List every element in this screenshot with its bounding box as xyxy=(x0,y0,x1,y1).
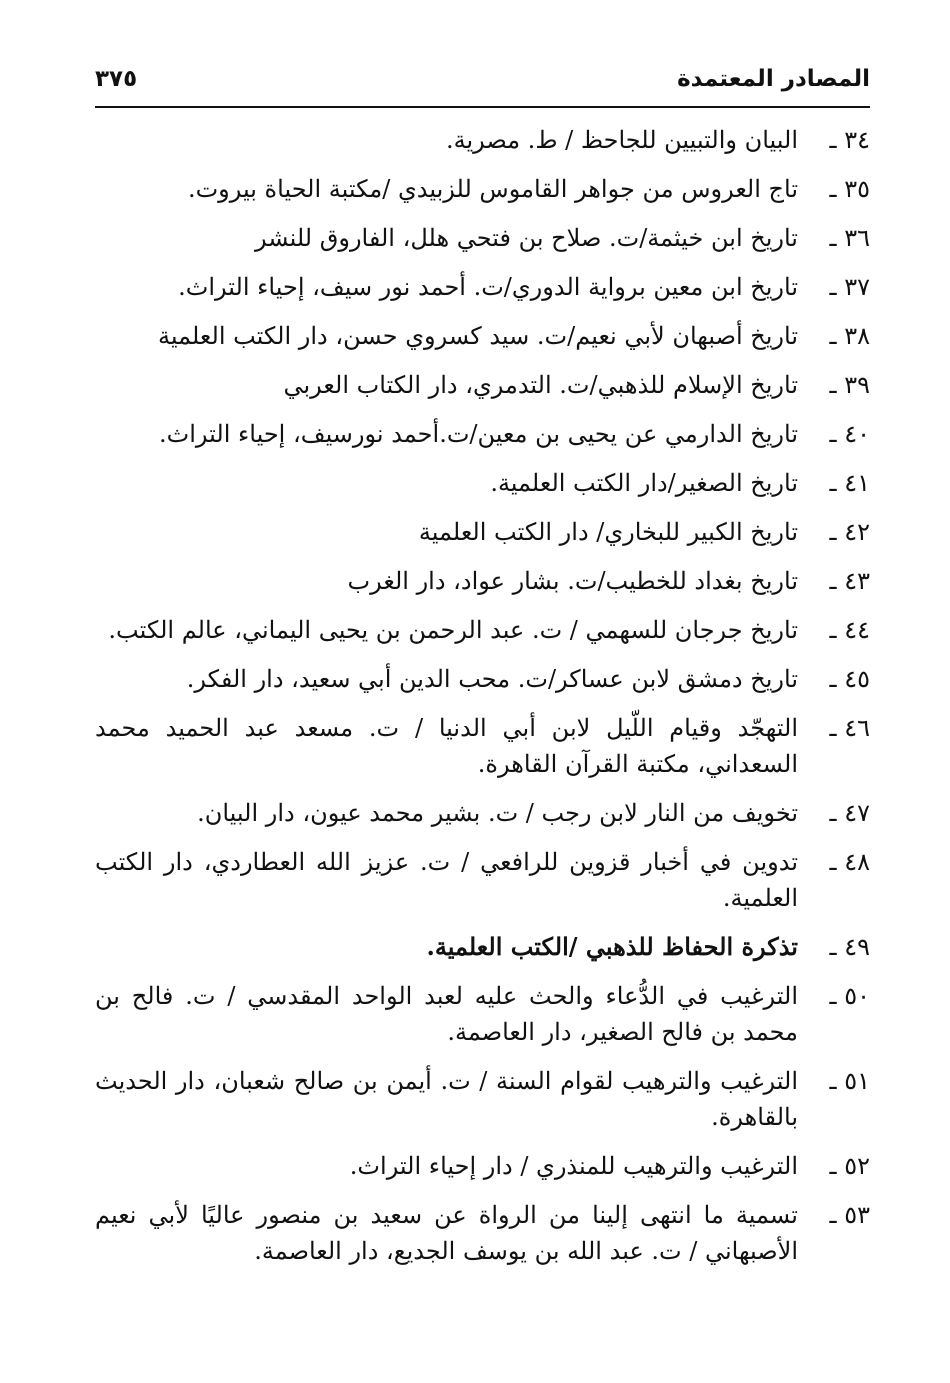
bibliography-entry xyxy=(95,122,870,158)
entry-text: تاريخ ابن خيثمة/ت. صلاح بن فتحي هلل، الفاروق للنشر xyxy=(254,224,798,252)
bibliography-list xyxy=(95,122,870,1282)
entry-text: تاريخ الكبير للبخاري/ دار الكتب العلمية xyxy=(418,518,798,546)
bibliography-entry xyxy=(95,929,870,965)
entry-text: تاريخ بغداد للخطيب/ت. بشار عواد، دار الغرب xyxy=(347,567,798,595)
header-divider xyxy=(95,106,870,108)
entry-text: الترغيب في الدُّعاء والحث عليه لعبد الواحد المقدسي / ت. فالح بن محمد بن فالح الصغير، دار العاصمة. xyxy=(95,982,799,1046)
entry-number: ٤٦ ـ xyxy=(829,714,870,742)
entry-number: ٥١ ـ xyxy=(829,1067,870,1095)
entry-number: ٤١ ـ xyxy=(829,469,870,497)
bibliography-entry xyxy=(95,318,870,354)
bibliography-entry xyxy=(95,661,870,697)
entry-number: ٤٥ ـ xyxy=(829,665,870,693)
entry-text: تسمية ما انتهى إلينا من الرواة عن سعيد بن منصور عاليًا لأبي نعيم الأصبهاني / ت. عبد الله بن يوسف الجديع، دار العاصمة. xyxy=(95,1201,798,1265)
entry-number: ٥٠ ـ xyxy=(829,982,870,1010)
entry-number: ٣٨ ـ xyxy=(829,322,870,350)
entry-text: التهجّد وقيام اللّيل لابن أبي الدنيا / ت. مسعد عبد الحميد محمد السعداني، مكتبة القرآن القاهرة. xyxy=(95,714,798,778)
entry-text: تاريخ الصغير/دار الكتب العلمية. xyxy=(490,469,798,497)
page-header xyxy=(95,62,870,102)
entry-text: البيان والتبيين للجاحظ / ط. مصرية. xyxy=(445,126,798,154)
bibliography-entry xyxy=(95,269,870,305)
entry-text: الترغيب والترهيب لقوام السنة / ت. أيمن بن صالح شعبان، دار الحديث بالقاهرة. xyxy=(95,1067,798,1131)
entry-number: ٥٣ ـ xyxy=(829,1201,870,1229)
bibliography-entry xyxy=(95,1148,870,1184)
bibliography-entry xyxy=(95,978,870,1050)
entry-text: تاريخ الدارمي عن يحيى بن معين/ت.أحمد نورسيف، إحياء التراث. xyxy=(159,420,798,448)
bibliography-entry xyxy=(95,171,870,207)
entry-number: ٤٣ ـ xyxy=(829,567,870,595)
entry-number: ٣٧ ـ xyxy=(829,273,870,301)
bibliography-entry xyxy=(95,844,870,916)
bibliography-entry xyxy=(95,795,870,831)
section-title: المصادر المعتمدة xyxy=(677,66,870,92)
entry-number: ٤٠ ـ xyxy=(829,420,870,448)
bibliography-entry xyxy=(95,563,870,599)
bibliography-entry xyxy=(95,1197,870,1269)
bibliography-entry xyxy=(95,367,870,403)
entry-text: تاريخ أصبهان لأبي نعيم/ت. سيد كسروي حسن، دار الكتب العلمية xyxy=(158,322,798,350)
entry-number: ٤٤ ـ xyxy=(829,616,870,644)
entry-number: ٥٢ ـ xyxy=(829,1152,870,1180)
entry-text: تاريخ دمشق لابن عساكر/ت. محب الدين أبي سعيد، دار الفكر. xyxy=(186,665,798,693)
entry-text: تاريخ ابن معين برواية الدوري/ت. أحمد نور سيف، إحياء التراث. xyxy=(178,273,798,301)
entry-number: ٣٩ ـ xyxy=(829,371,870,399)
entry-text: تذكرة الحفاظ للذهبي /الكتب العلمية. xyxy=(426,932,798,961)
entry-number: ٣٥ ـ xyxy=(829,175,870,203)
entry-text: تاج العروس من جواهر القاموس للزبيدي /مكتبة الحياة بيروت. xyxy=(187,175,798,203)
entry-number: ٣٤ ـ xyxy=(829,126,870,154)
bibliography-entry xyxy=(95,416,870,452)
entry-text: الترغيب والترهيب للمنذري / دار إحياء التراث. xyxy=(349,1152,798,1180)
entry-text: تاريخ الإسلام للذهبي/ت. التدمري، دار الكتاب العربي xyxy=(283,371,798,399)
entry-number: ٤٨ ـ xyxy=(829,848,870,876)
bibliography-entry xyxy=(95,710,870,782)
bibliography-entry xyxy=(95,612,870,648)
bibliography-entry xyxy=(95,465,870,501)
entry-number: ٤٧ ـ xyxy=(829,799,870,827)
entry-text: تاريخ جرجان للسهمي / ت. عبد الرحمن بن يحيى اليماني، عالم الكتب. xyxy=(108,616,798,644)
entry-number: ٣٦ ـ xyxy=(829,224,870,252)
entry-text: تخويف من النار لابن رجب / ت. بشير محمد عيون، دار البيان. xyxy=(197,799,798,827)
page-number: ٣٧٥ xyxy=(95,66,138,92)
bibliography-entry xyxy=(95,1063,870,1135)
bibliography-entry xyxy=(95,220,870,256)
bibliography-entry xyxy=(95,514,870,550)
entry-number: ٤٢ ـ xyxy=(829,518,870,546)
entry-text: تدوين في أخبار قزوين للرافعي / ت. عزيز الله العطاردي، دار الكتب العلمية. xyxy=(95,848,798,912)
entry-number: ٤٩ ـ xyxy=(829,933,870,961)
